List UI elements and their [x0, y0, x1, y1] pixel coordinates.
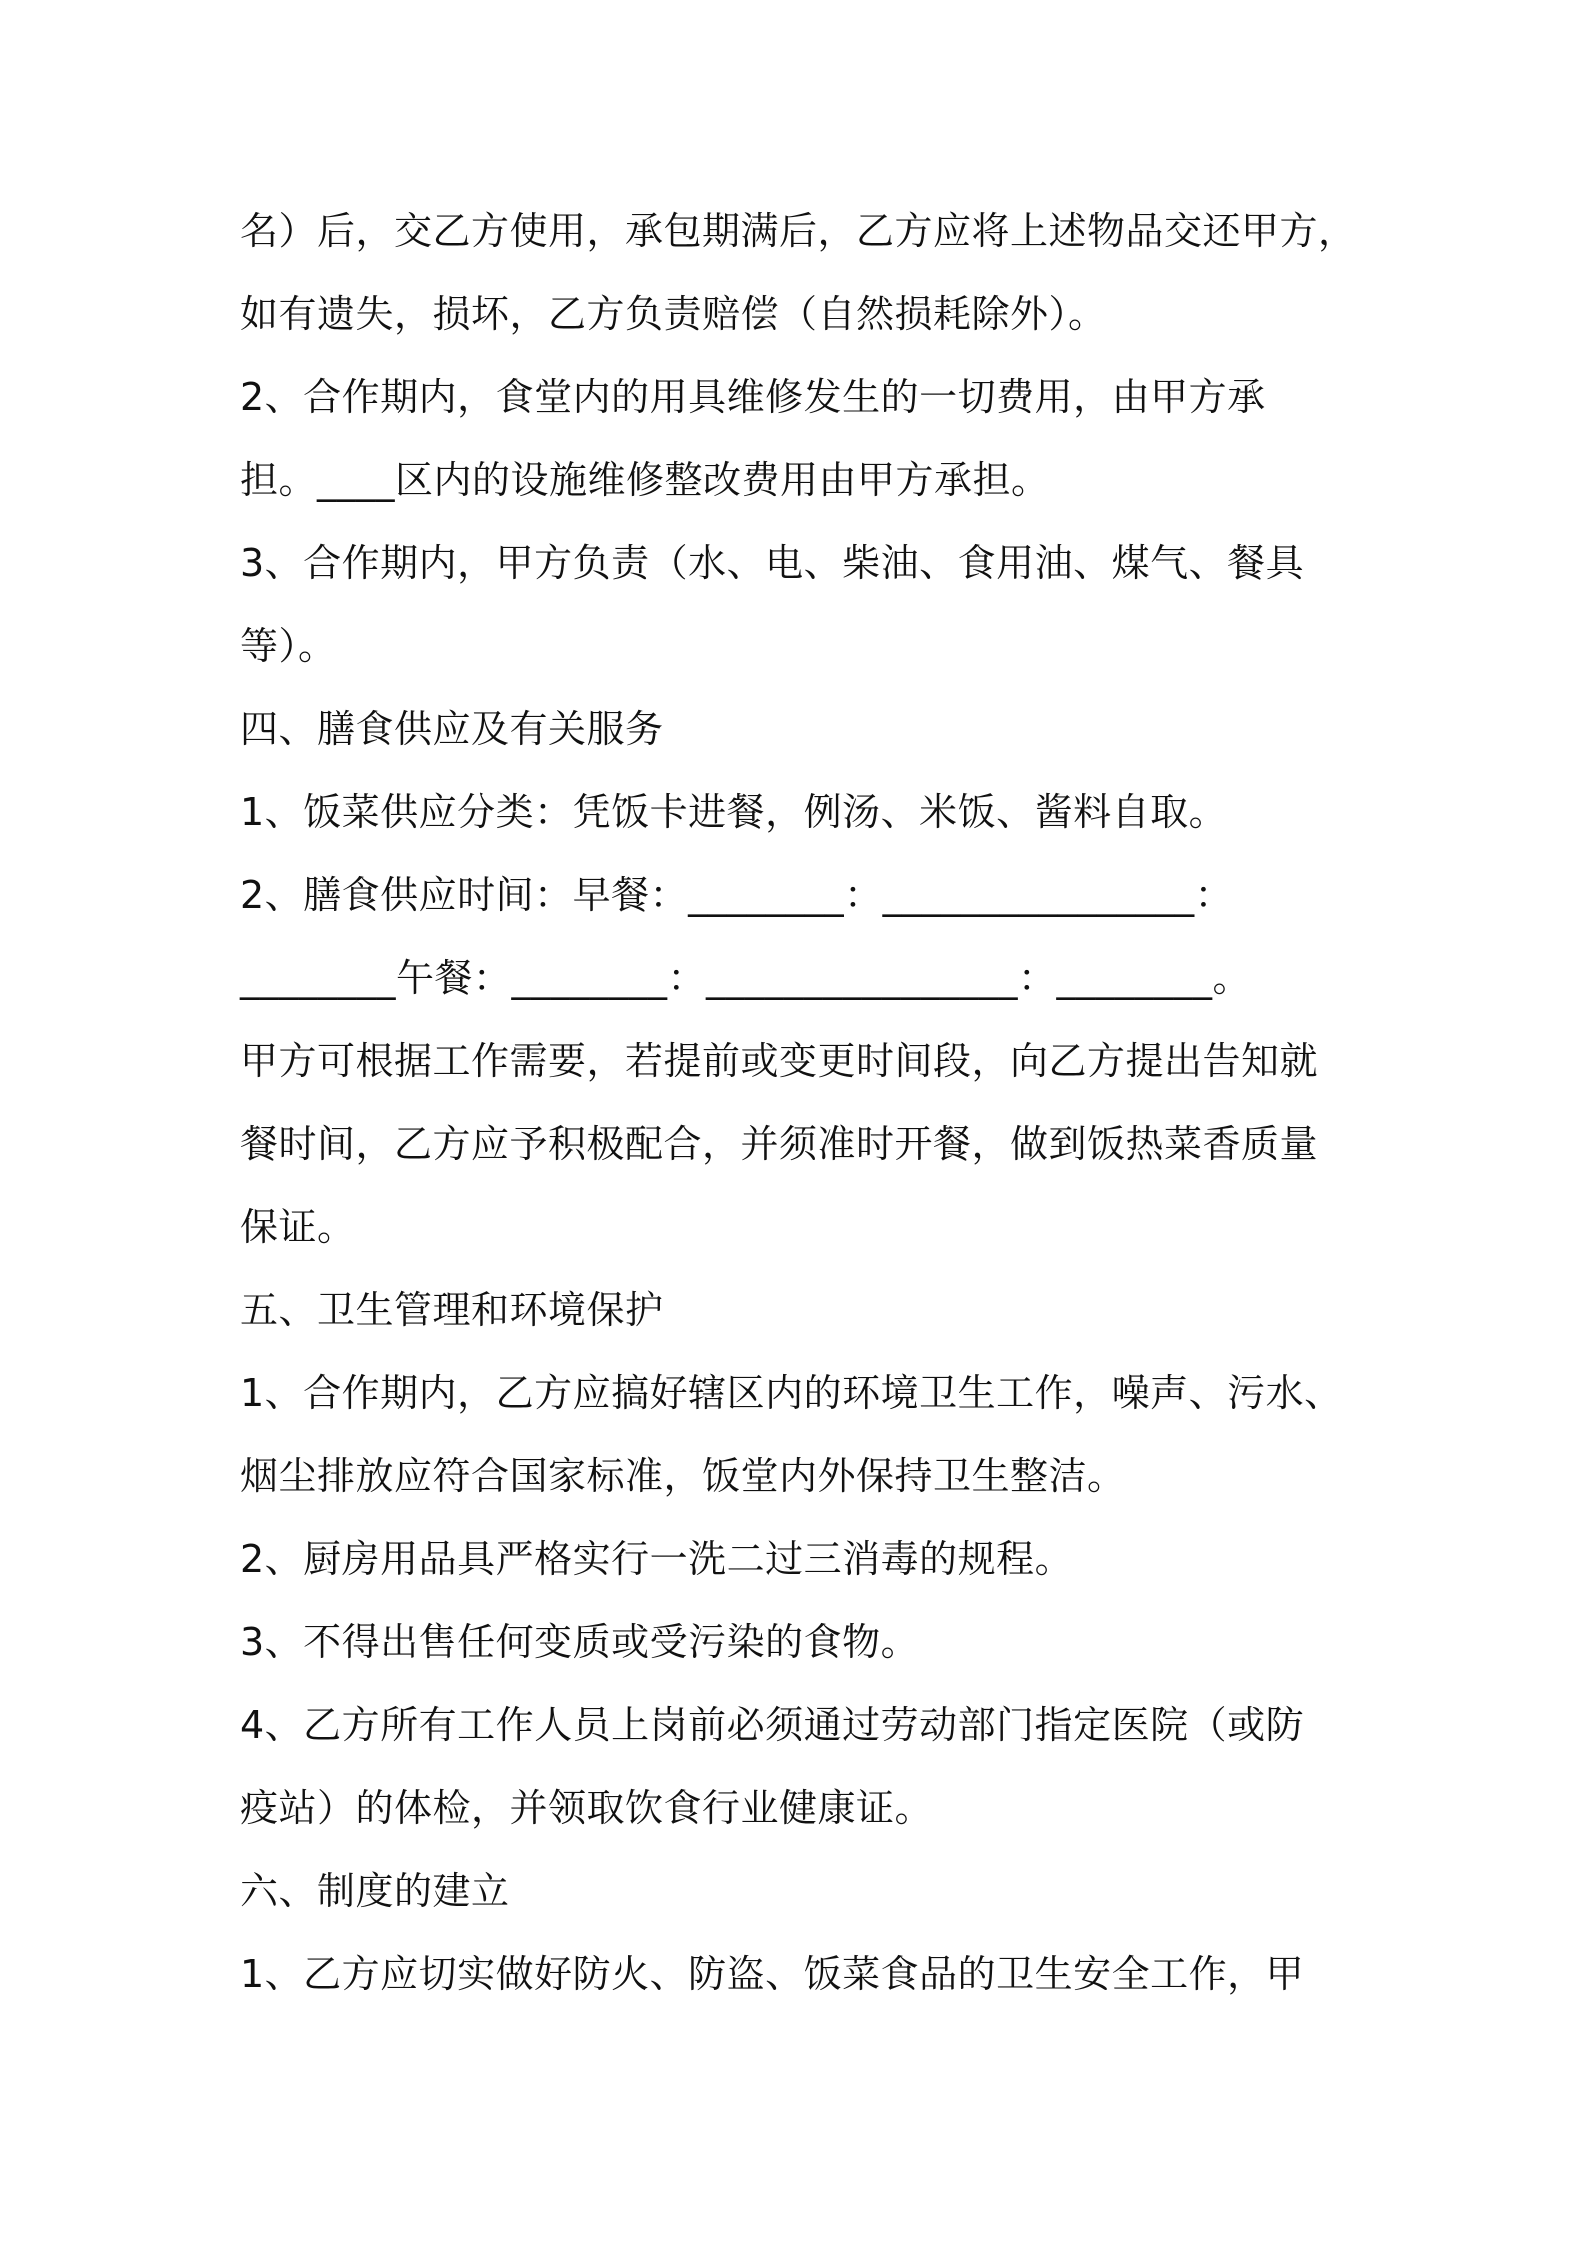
text-line: 2、厨房用品具严格实行一洗二过三消毒的规程。	[240, 1537, 1074, 1581]
text-line: 餐时间，乙方应予积极配合，并须准时开餐，做到饭热菜香质量	[240, 1122, 1319, 1166]
text-line: 2、膳食供应时间：早餐：________：________________：	[240, 873, 1234, 917]
text-line: 担。____区内的设施维修整改费用由甲方承担。	[240, 458, 1050, 502]
section-heading: 五、卫生管理和环境保护	[240, 1288, 664, 1332]
text-line: 2、合作期内，食堂内的用具维修发生的一切费用，由甲方承	[240, 375, 1266, 419]
document-body	[240, 190, 1370, 2016]
text-line: 疫站）的体检，并领取饮食行业健康证。	[240, 1786, 934, 1830]
text-line: ________午餐：________：________________：________。	[240, 956, 1252, 1000]
section-heading: 四、膳食供应及有关服务	[240, 707, 664, 751]
text-line: 3、不得出售任何变质或受污染的食物。	[240, 1620, 920, 1664]
text-line: 保证。	[240, 1205, 356, 1249]
section-heading: 六、制度的建立	[240, 1869, 510, 1913]
text-line: 甲方可根据工作需要，若提前或变更时间段，向乙方提出告知就	[240, 1039, 1319, 1083]
text-line: 名）后，交乙方使用，承包期满后，乙方应将上述物品交还甲方，	[240, 209, 1357, 253]
text-line: 如有遗失，损坏，乙方负责赔偿（自然损耗除外）。	[240, 292, 1107, 336]
text-line: 等）。	[240, 624, 337, 668]
text-line: 1、乙方应切实做好防火、防盗、饭菜食品的卫生安全工作，甲	[240, 1952, 1305, 1996]
text-line: 1、合作期内，乙方应搞好辖区内的环境卫生工作，噪声、污水、	[240, 1371, 1343, 1415]
text-line: 1、饭菜供应分类：凭饭卡进餐，例汤、米饭、酱料自取。	[240, 790, 1228, 834]
text-line: 烟尘排放应符合国家标准，饭堂内外保持卫生整洁。	[240, 1454, 1126, 1498]
text-line: 3、合作期内，甲方负责（水、电、柴油、食用油、煤气、餐具	[240, 541, 1305, 585]
text-line: 4、乙方所有工作人员上岗前必须通过劳动部门指定医院（或防	[240, 1703, 1305, 1747]
